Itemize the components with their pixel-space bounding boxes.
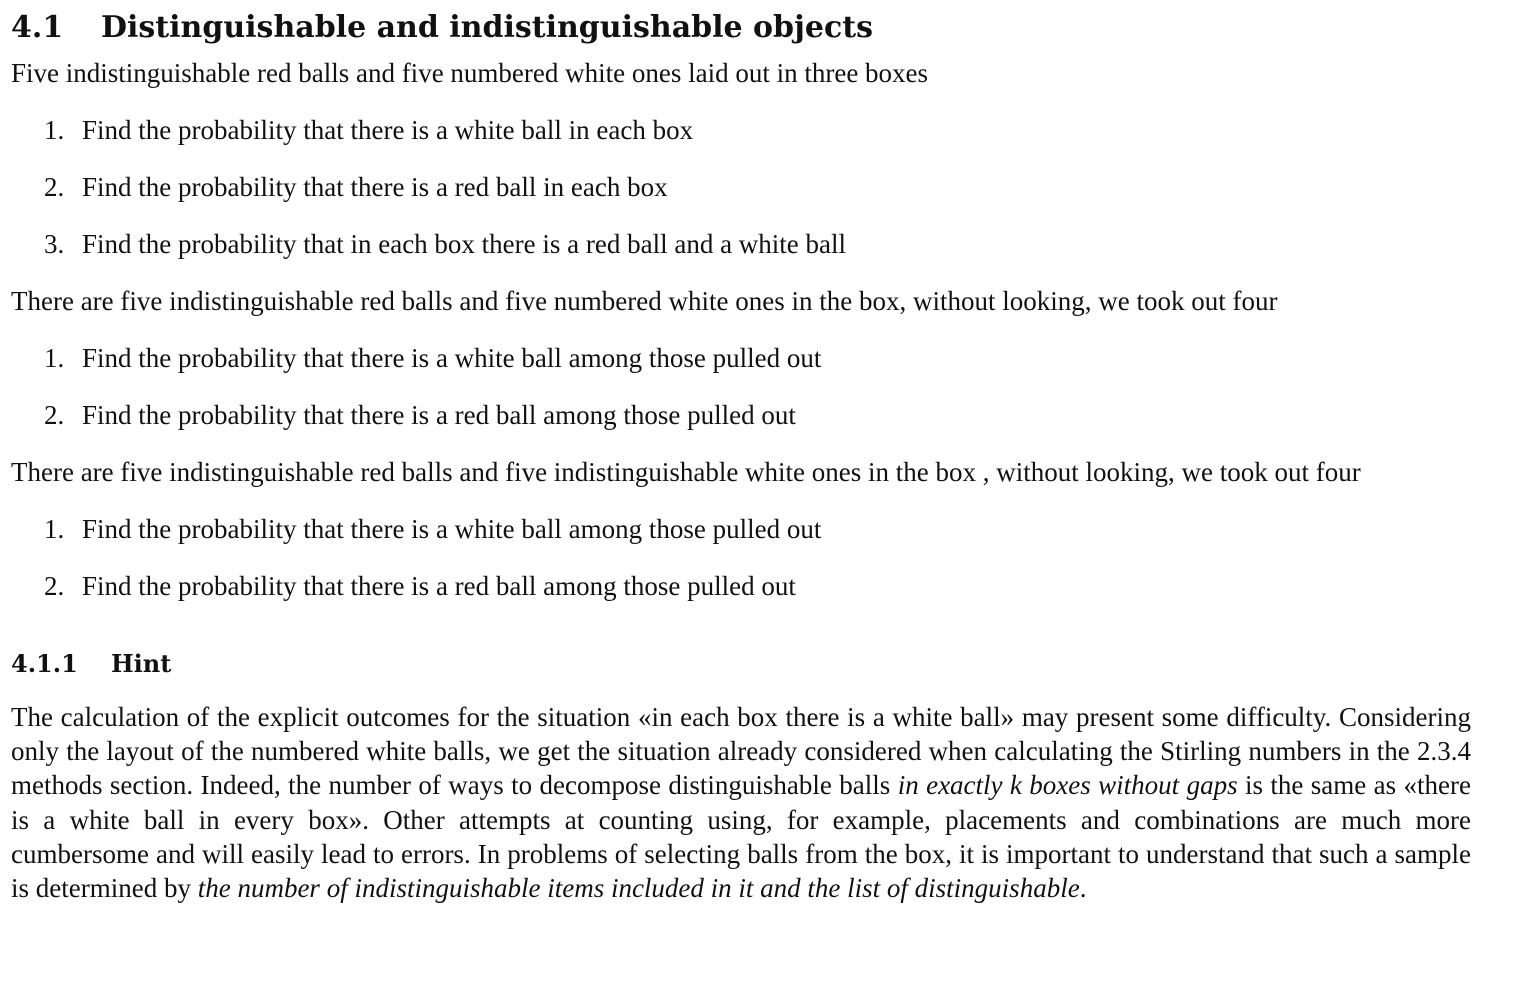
question-list xyxy=(11,512,1471,603)
list-item xyxy=(11,227,1471,261)
list-item-number: 2. xyxy=(44,400,65,430)
list-item-text: Find the probability that there is a white ball among those pulled out xyxy=(82,514,822,544)
hint-paragraph xyxy=(11,700,1471,905)
list-item xyxy=(11,341,1471,375)
list-item-text: Find the probability that there is a white ball in each box xyxy=(82,115,694,145)
hint-text: is the same as «there is a white ball in every box». Other attempts at counting using, for example, placements and combinations are much more cumbersome and will easily lead to errors. In problems of selecting balls from the box, it is important to understand that such a sample is determined by xyxy=(11,770,1471,904)
subsection-heading xyxy=(11,647,1471,681)
hint-text: The calculation of the explicit outcomes for the situation «in each box there is a white ball» may present some difficulty. Considering only the layout of the numbered white balls, we get the situation already considered when calculating the Stirling numbers in the 2.3.4 methods section. Indeed, the number of ways to decompose distinguishable balls xyxy=(11,702,1471,801)
hint-emphasis: in exactly k boxes without gaps xyxy=(897,770,1238,801)
problem-statement: There are five indistinguishable red balls and five numbered white ones in the box, without looking, we took out four xyxy=(11,286,1278,316)
list-item xyxy=(11,512,1471,546)
list-item-text: Find the probability that there is a red ball in each box xyxy=(82,172,668,202)
list-item-number: 1. xyxy=(44,343,65,373)
list-item xyxy=(11,113,1471,147)
hint-emphasis: the number of indistinguishable items included in it and the list of distinguishable xyxy=(197,873,1080,904)
section-heading xyxy=(11,8,1471,48)
subsection-title: Hint xyxy=(111,649,172,678)
subsection-number: 4.1.1 xyxy=(11,649,78,678)
problem-statement: Five indistinguishable red balls and five numbered white ones laid out in three boxes xyxy=(11,58,929,88)
list-item-number: 2. xyxy=(44,172,65,202)
list-item-text: Find the probability that in each box there is a red ball and a white ball xyxy=(82,229,847,259)
list-item-number: 1. xyxy=(44,115,65,145)
list-item-text: Find the probability that there is a white ball among those pulled out xyxy=(82,343,822,373)
list-item xyxy=(11,398,1471,432)
hint-text: . xyxy=(1079,873,1087,904)
list-item-text: Find the probability that there is a red ball among those pulled out xyxy=(82,400,796,430)
list-item xyxy=(11,170,1471,204)
section-title: Distinguishable and indistinguishable objects xyxy=(101,10,873,45)
list-item-number: 3. xyxy=(44,229,65,259)
question-list xyxy=(11,113,1471,261)
list-item-text: Find the probability that there is a red ball among those pulled out xyxy=(82,571,796,601)
section-number: 4.1 xyxy=(11,10,64,45)
list-item-number: 2. xyxy=(44,571,65,601)
problem-statement: There are five indistinguishable red balls and five indistinguishable white ones in the box , without looking, we took out four xyxy=(11,457,1361,487)
question-list xyxy=(11,341,1471,432)
document-page xyxy=(11,8,1471,932)
list-item-number: 1. xyxy=(44,514,65,544)
list-item xyxy=(11,569,1471,603)
